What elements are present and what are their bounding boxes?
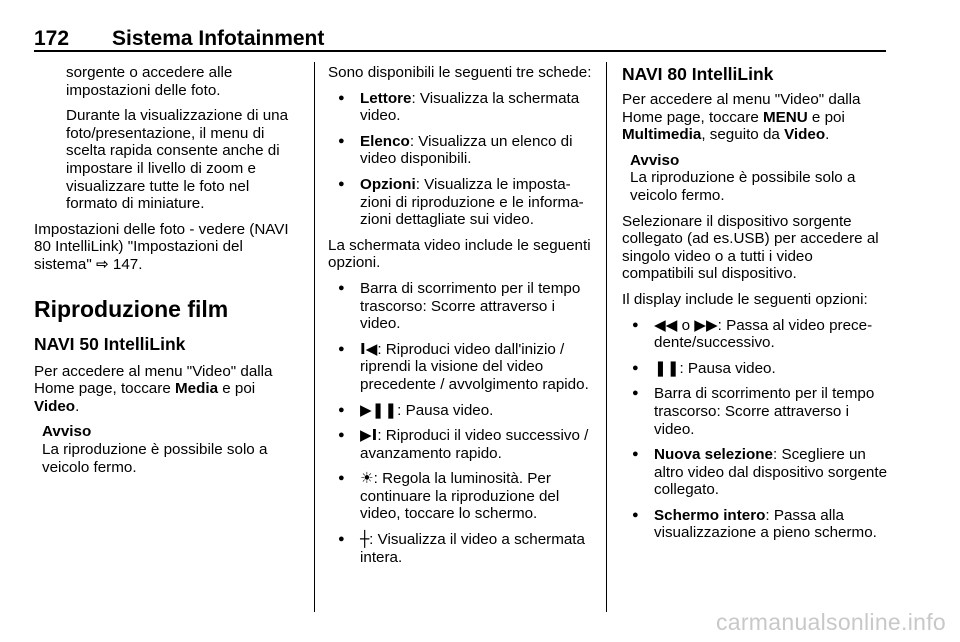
list-item: ● Elenco: Visualizza un elenco di video disponibili. <box>328 133 596 168</box>
list-item: ● Barra di scorrimento per il tempo trascorso: Scorre attraverso i video. <box>622 385 888 438</box>
skip-forward-icon: ▶I <box>360 426 378 445</box>
page-reference-arrow-icon: ⇨ <box>95 254 109 273</box>
brightness-icon: ☀ <box>360 469 374 488</box>
paragraph: Sono disponibili le seguenti tre schede: <box>328 64 592 81</box>
list-item: ● I◀: Riproduci video dall'inizio / riprendi la visione del video precedente / avvolgimento rapido. <box>328 341 596 394</box>
paragraph: Il display include le seguenti opzioni: <box>622 290 868 308</box>
skip-back-icon: I◀ <box>360 339 378 358</box>
list-item: ● Schermo intero: Passa alla visualizzazione a pieno schermo. <box>622 507 888 542</box>
column-divider-2 <box>606 62 607 612</box>
column-2 <box>328 64 596 574</box>
header-rule <box>34 50 886 52</box>
list-item: ● ▶❚❚: Pausa video. <box>328 402 596 420</box>
play-pause-icon: ▶❚❚ <box>360 400 398 419</box>
note-text: La riproduzione è possibile solo a veicolo fermo. <box>630 169 856 204</box>
watermark: carmanualsonline.info <box>715 609 946 635</box>
paragraph: Selezionare il dispositivo sorgente collegato (ad es.USB) per accedere al singolo video o a tutti i video compatibili sul dispositivo. <box>622 212 879 283</box>
pause-icon: ❚❚ <box>654 358 680 377</box>
list-item: ● ┼: Visualizza il video a schermata intera. <box>328 531 596 566</box>
column-3 <box>622 64 888 550</box>
column-divider-1 <box>314 62 315 612</box>
previous-track-icon: ◀◀ <box>654 315 678 334</box>
list-item: ● Barra di scorrimento per il tempo trascorso: Scorre attraverso i video. <box>328 280 596 333</box>
list-item: ● Opzioni: Visualizza le impostazioni di riproduzione e le informazioni dettagliate sui video. <box>328 176 596 229</box>
paragraph: Durante la visualizzazione di una foto/presentazione, il menu di scelta rapida consente anche di impostare il livello di zoom e visualizzare tutte le foto nel formato di miniature. <box>66 107 289 213</box>
subsection-heading: NAVI 50 IntelliLink <box>34 333 186 354</box>
note-box <box>34 423 302 476</box>
paragraph-photo-settings: Impostazioni delle foto - vedere (NAVI 80 IntelliLink) "Impostazioni del sistema" ⇨ 147. <box>34 220 289 273</box>
list-item: ● ◀◀ o ▶▶: Passa al video precedente/successivo. <box>622 317 888 352</box>
fullscreen-icon: ┼ <box>360 530 370 549</box>
subsection-heading: NAVI 80 IntelliLink <box>622 64 774 84</box>
paragraph: Per accedere al menu "Video" dalla Home page, toccare MENU e poi Multimedia, seguito da Video. <box>622 91 861 144</box>
list-item: ● ▶I: Riproduci il video successivo / avanzamento rapido. <box>328 427 596 462</box>
note-text: La riproduzione è possibile solo a veicolo fermo. <box>42 440 268 476</box>
note-box <box>622 152 888 205</box>
column-1 <box>34 64 302 476</box>
section-title: Sistema Infotainment <box>112 27 325 50</box>
note-title: Avviso <box>630 151 680 169</box>
paragraph: Per accedere al menu "Video" dalla Home page, toccare Media e poi Video. <box>34 362 273 415</box>
next-track-icon: ▶▶ <box>694 315 718 334</box>
paragraph: La schermata video include le seguenti opzioni. <box>328 236 591 272</box>
list-item: ● Nuova selezione: Scegliere un altro video dal dispositivo sorgente collegato. <box>622 446 888 499</box>
note-title: Avviso <box>42 423 92 441</box>
page-header <box>34 27 886 51</box>
list-item: ● Lettore: Visualizza la schermata video. <box>328 90 596 125</box>
page-number: 172 <box>34 27 70 50</box>
paragraph: sorgente o accedere alle impostazioni delle foto. <box>66 64 233 99</box>
list-item: ● ☀: Regola la luminosità. Per continuare la riproduzione del video, toccare lo schermo. <box>328 470 596 523</box>
section-heading: Riproduzione film <box>34 295 229 322</box>
list-item: ● ❚❚: Pausa video. <box>622 360 888 378</box>
